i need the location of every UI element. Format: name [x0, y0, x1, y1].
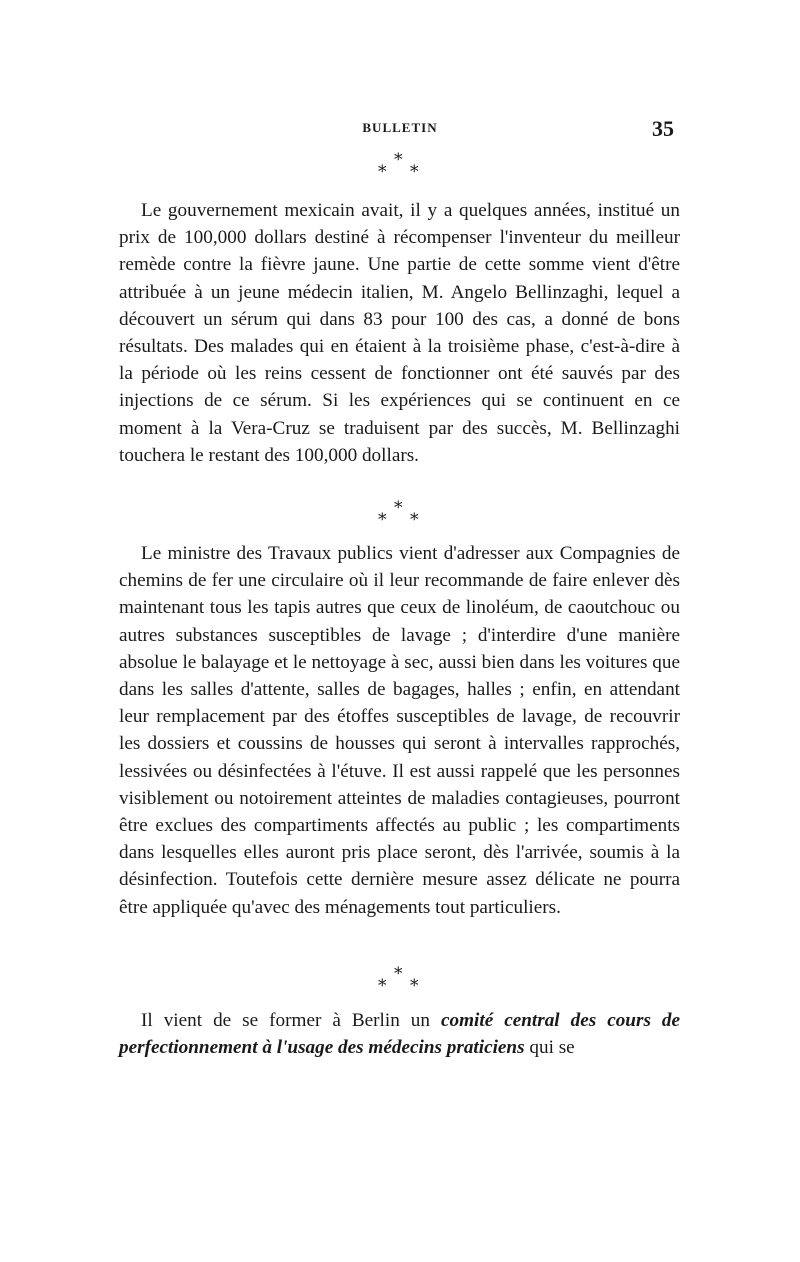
paragraph-italic-text: comité central des cours de perfectionnement à l'usage des médecins praticiens	[119, 1010, 681, 1059]
page-number: 35	[652, 116, 674, 141]
paragraph-text: Le ministre des Travaux publics vient d'adresser aux Compagnies de chemins de fer une circulaire où il leur recommande de faire enlever dès maintenant tous les tapis autres que ceux de linoléum, de caoutchouc ou autres substances susceptibles de lavage ; d'interdire d'une manière absolue le balayage et le nettoyage à sec, aussi bien dans les voitures que dans les salles d'attente, salles de bagages, halles ; enfin, en attendant leur remplacement par des étoffes susceptibles de lavage, de recouvrir les dossiers et coussins de housses qui seront à intervalles rapprochés, lessivées ou désinfectées à l'étuve. Il est aussi rappelé que les personnes visiblement ou notoirement atteintes de maladies contagieuses, pourront être exclues des compartiments affectés au public ; les compartiments dans lesquelles elles auront pris place seront, dès l'arrivée, soumis à la désinfection. Toutefois cette dernière mesure assez délicate ne pourra être appliquée qu'avec des ménagements tout particuliers.	[119, 543, 680, 918]
asterism-separator	[360, 152, 440, 184]
paragraph-yellow-fever-prize	[119, 197, 680, 469]
asterism-star: *	[394, 964, 403, 984]
paragraph-text: Le gouvernement mexicain avait, il y a quelques années, institué un prix de 100,000 dollars destiné à récompenser l'inventeur du meilleur remède contre la fièvre jaune. Une partie de cette somme vient d'être attribuée à un jeune médecin italien, M. Angelo Bellinzaghi, lequel a découvert un sérum qui dans 83 pour 100 des cas, a donné de bons résultats. Des malades qui en étaient à la troisième phase, c'est-à-dire à la période où les reins cessent de fonctionner ont été sauvés par des injections de ce sérum. Si les expériences qui se continuent en ce moment à la Vera-Cruz se traduisent par des succès, M. Bellinzaghi touchera le restant des 100,000 dollars.	[119, 200, 680, 466]
paragraph-railway-hygiene	[119, 540, 680, 921]
asterism-star: *	[410, 976, 419, 996]
asterism-star: *	[410, 510, 419, 530]
running-title: BULLETIN	[362, 120, 438, 135]
asterism-star: *	[378, 976, 387, 996]
asterism-star: *	[394, 150, 403, 170]
asterism-star: *	[378, 510, 387, 530]
paragraph-tail-text: qui se	[529, 1037, 575, 1059]
page-header	[120, 116, 680, 142]
paragraph-lead-text: Il vient de se former à Berlin un	[141, 1010, 430, 1031]
paragraph-berlin-committee	[119, 1007, 680, 1061]
asterism-separator	[360, 500, 440, 532]
asterism-separator	[360, 966, 440, 998]
asterism-star: *	[410, 162, 419, 182]
asterism-star: *	[378, 162, 387, 182]
asterism-star: *	[394, 498, 403, 518]
